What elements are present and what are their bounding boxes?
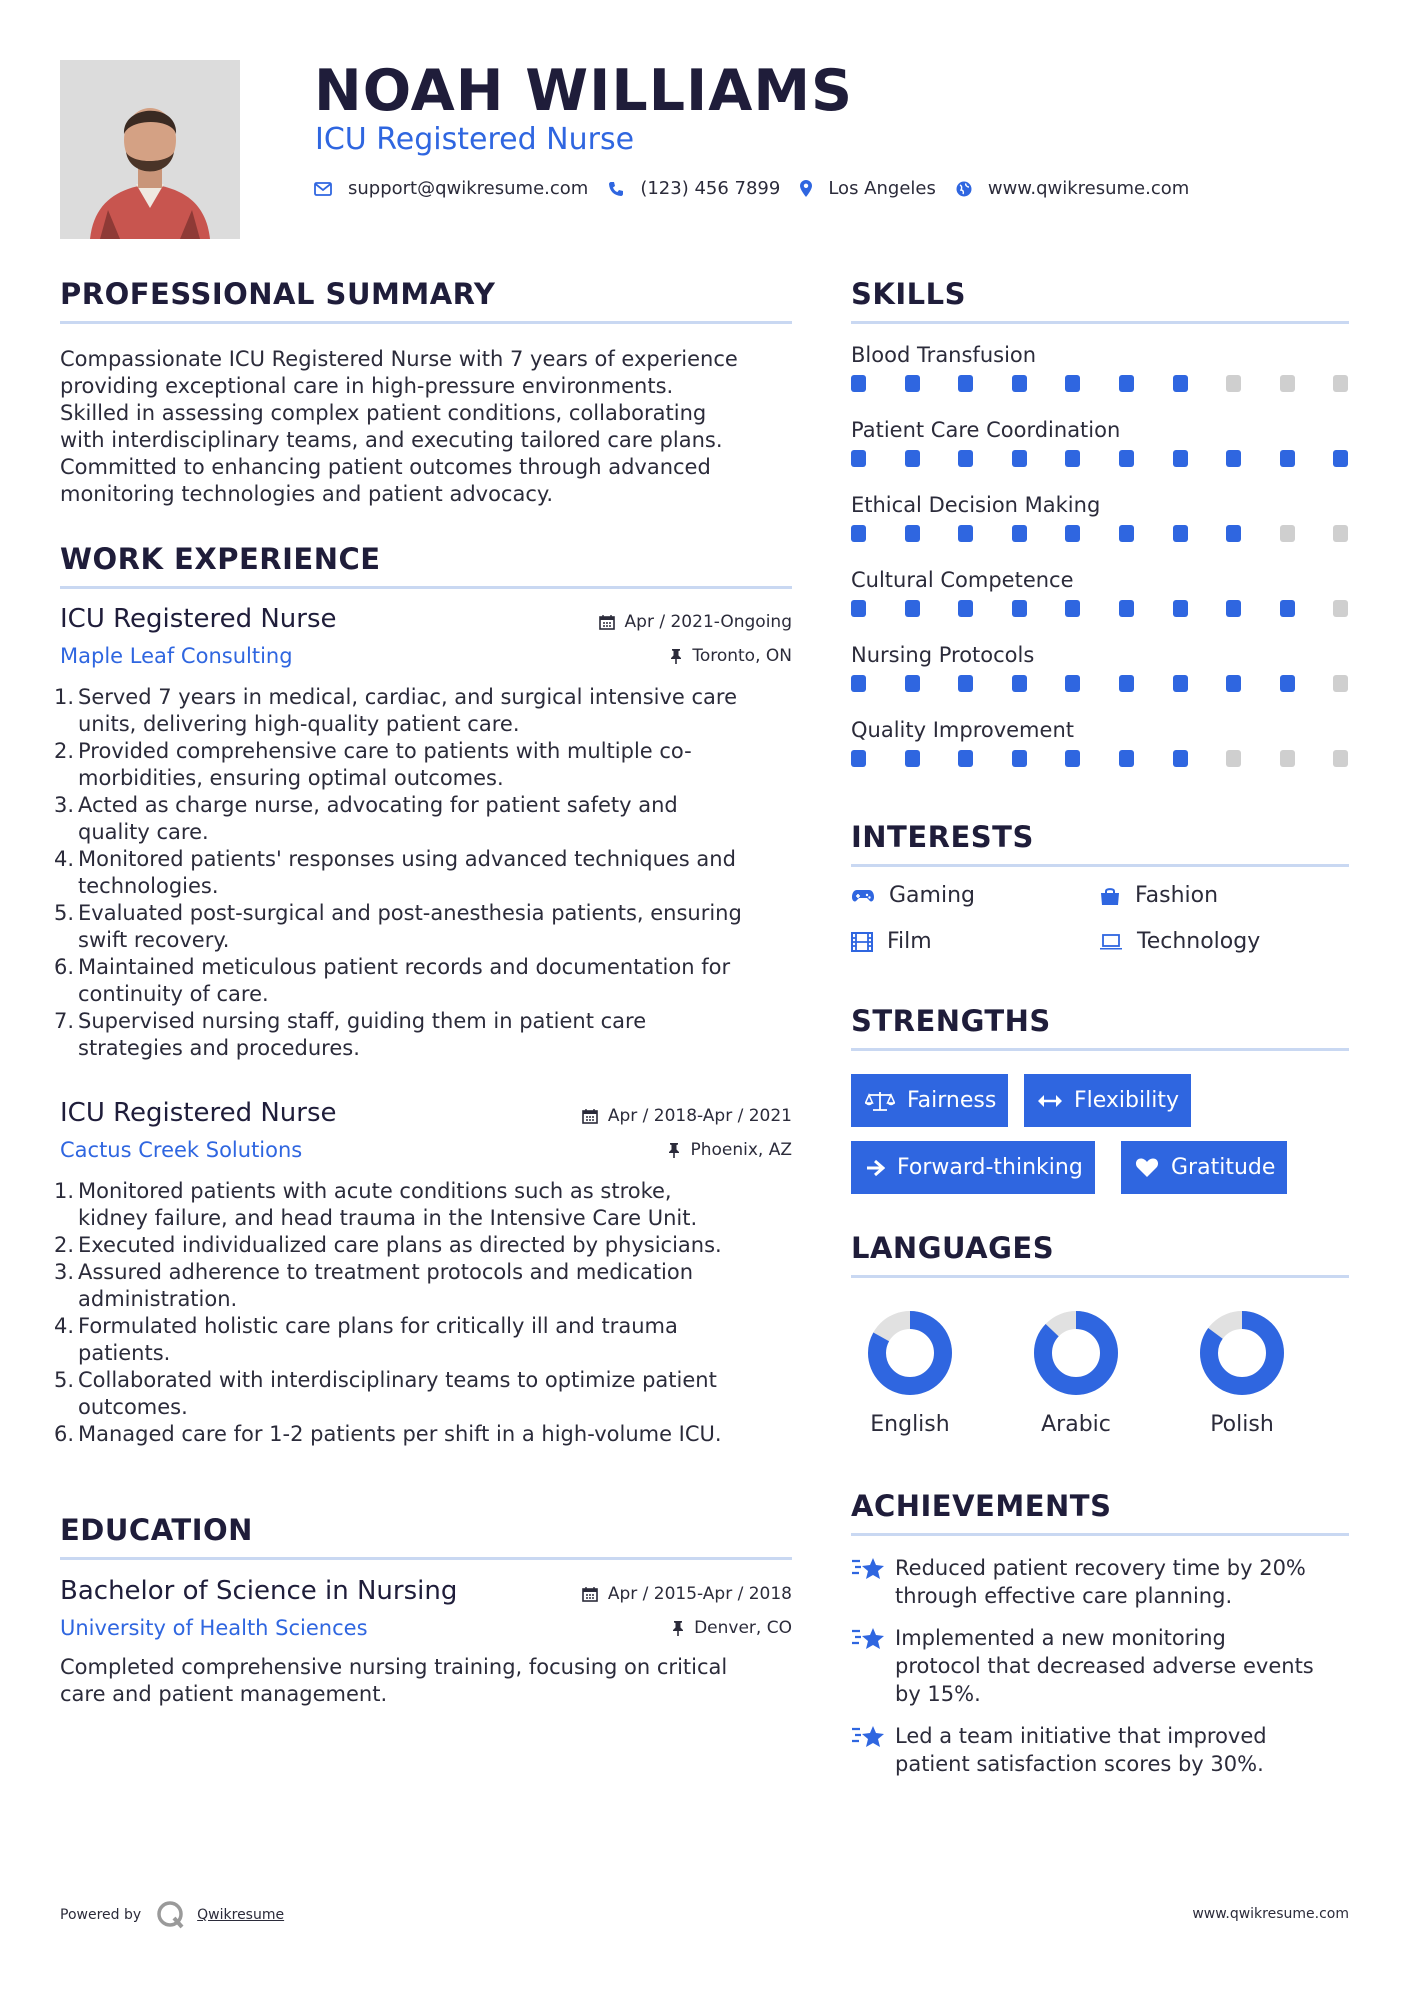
location-text: Los Angeles xyxy=(828,178,936,199)
job-date-text: Apr / 2018-Apr / 2021 xyxy=(607,1106,792,1126)
skills-heading: SKILLS xyxy=(851,277,966,311)
contact-phone[interactable] xyxy=(608,178,780,199)
rating-dot-filled xyxy=(1065,525,1080,542)
rating-dot-filled xyxy=(1280,675,1295,692)
contact-email[interactable] xyxy=(314,178,588,199)
rating-dot-filled xyxy=(1012,675,1027,692)
contact-location xyxy=(800,178,936,199)
phone-text: (123) 456 7899 xyxy=(640,178,781,199)
job-location-text: Phoenix, AZ xyxy=(690,1140,792,1160)
summary-section xyxy=(60,277,792,508)
education-date xyxy=(582,1584,792,1604)
language-label: English xyxy=(870,1412,950,1437)
interests-heading: INTERESTS xyxy=(851,820,1034,854)
job-location xyxy=(668,1140,792,1160)
education-description xyxy=(60,1654,792,1708)
achievement-item xyxy=(851,1554,1351,1610)
rating-dot-filled xyxy=(1119,675,1134,692)
rating-dot-empty xyxy=(1280,525,1295,542)
list-item: 6. Managed care for 1-2 patients per shift in a high-volume ICU. xyxy=(54,1422,722,1446)
skill-name: Nursing Protocols xyxy=(851,643,1035,667)
summary-line: with interdisciplinary teams, and executing tailored care plans. xyxy=(60,428,723,452)
list-item: 4. Monitored patients' responses using advanced techniques and technologies. xyxy=(54,847,736,898)
summary-line: providing exceptional care in high-pressure environments. xyxy=(60,374,674,398)
rating-dot-filled xyxy=(1226,450,1241,467)
strengths-section xyxy=(851,1004,1349,1051)
skill-rating xyxy=(851,450,1349,470)
list-item: 4. Formulated holistic care plans for critically ill and trauma patients. xyxy=(54,1314,678,1365)
rating-dot-filled xyxy=(1226,600,1241,617)
job-entry xyxy=(54,604,792,1062)
education-line: care and patient management. xyxy=(60,1682,388,1706)
rating-dot-empty xyxy=(1226,375,1241,392)
rating-dot-filled xyxy=(851,600,866,617)
rating-dot-filled xyxy=(1226,675,1241,692)
skill-row xyxy=(851,418,1349,470)
rating-dot-filled xyxy=(905,750,920,767)
pushpin-icon xyxy=(668,1142,680,1158)
contact-bar xyxy=(314,178,1209,199)
arrow-right-icon xyxy=(865,1159,885,1177)
school-location-text: Denver, CO xyxy=(694,1618,792,1638)
list-item: 2. Executed individualized care plans as directed by physicians. xyxy=(54,1233,722,1257)
section-divider xyxy=(60,1557,792,1560)
skill-rating xyxy=(851,675,1349,695)
strength-label: Gratitude xyxy=(1171,1155,1276,1180)
rating-dot-filled xyxy=(851,750,866,767)
education-heading: EDUCATION xyxy=(60,1513,253,1547)
proficiency-ring xyxy=(1199,1310,1285,1396)
rating-dot-filled xyxy=(1065,375,1080,392)
languages-section xyxy=(851,1231,1349,1278)
shooting-star-icon xyxy=(851,1556,885,1582)
achievement-line: by 15%. xyxy=(895,1682,981,1706)
job-duties xyxy=(54,1178,792,1448)
rating-dot-filled xyxy=(958,450,973,467)
rating-dot-filled xyxy=(958,675,973,692)
proficiency-ring xyxy=(1033,1310,1119,1396)
person-photo-icon xyxy=(60,60,240,239)
rating-dot-filled xyxy=(851,375,866,392)
achievement-line: patient satisfaction scores by 30%. xyxy=(895,1752,1264,1776)
rating-dot-filled xyxy=(905,525,920,542)
gamepad-icon xyxy=(851,888,875,904)
list-item: 6. Maintained meticulous patient records and documentation for continuity of care. xyxy=(54,955,731,1006)
school-location xyxy=(672,1618,792,1638)
rating-dot-filled xyxy=(958,375,973,392)
proficiency-ring xyxy=(867,1310,953,1396)
profile-photo xyxy=(60,60,240,239)
achievements-heading: ACHIEVEMENTS xyxy=(851,1489,1112,1523)
interest-gaming xyxy=(851,883,975,908)
list-item: 2. Provided comprehensive care to patients with multiple co- morbidities, ensuring optimal outcomes. xyxy=(54,739,692,790)
job-title: ICU Registered Nurse xyxy=(60,1098,337,1128)
interests-section xyxy=(851,820,1349,867)
pushpin-icon xyxy=(672,1620,684,1636)
skill-name: Quality Improvement xyxy=(851,718,1074,742)
rating-dot-filled xyxy=(1012,450,1027,467)
interest-technology xyxy=(1099,929,1260,954)
calendar-icon xyxy=(599,614,615,630)
job-company: Cactus Creek Solutions xyxy=(60,1138,303,1162)
rating-dot-filled xyxy=(1173,525,1188,542)
language-polish xyxy=(1182,1310,1302,1437)
rating-dot-filled xyxy=(1226,525,1241,542)
rating-dot-filled xyxy=(1119,600,1134,617)
section-divider xyxy=(851,1533,1349,1536)
rating-dot-filled xyxy=(1119,525,1134,542)
summary-text xyxy=(60,346,792,508)
rating-dot-filled xyxy=(905,375,920,392)
job-date-text: Apr / 2021-Ongoing xyxy=(624,612,792,632)
footer-url[interactable]: www.qwikresume.com xyxy=(1192,1906,1349,1922)
skill-name: Ethical Decision Making xyxy=(851,493,1101,517)
rating-dot-filled xyxy=(1173,675,1188,692)
experience-heading: WORK EXPERIENCE xyxy=(60,542,381,576)
interest-label: Fashion xyxy=(1135,883,1219,908)
rating-dot-filled xyxy=(1012,600,1027,617)
section-divider xyxy=(60,586,792,589)
degree-title: Bachelor of Science in Nursing xyxy=(60,1576,458,1606)
rating-dot-filled xyxy=(905,450,920,467)
pushpin-icon xyxy=(670,648,682,664)
summary-line: Committed to enhancing patient outcomes through advanced xyxy=(60,455,711,479)
skill-rating xyxy=(851,525,1349,545)
section-divider xyxy=(851,1275,1349,1278)
rating-dot-filled xyxy=(851,450,866,467)
rating-dot-empty xyxy=(1280,750,1295,767)
interest-fashion xyxy=(1099,883,1218,908)
contact-website[interactable] xyxy=(956,178,1189,199)
section-divider xyxy=(851,1048,1349,1051)
strength-chip xyxy=(851,1074,1008,1127)
experience-section xyxy=(60,542,792,589)
language-arabic xyxy=(1016,1310,1136,1437)
skill-row xyxy=(851,493,1349,545)
language-label: Polish xyxy=(1210,1412,1274,1437)
section-divider xyxy=(60,321,792,324)
qwikresume-logo-icon xyxy=(155,1899,187,1931)
rating-dot-filled xyxy=(1065,600,1080,617)
email-text: support@qwikresume.com xyxy=(348,178,589,199)
strength-chip xyxy=(1024,1074,1191,1127)
rating-dot-filled xyxy=(1012,525,1027,542)
rating-dot-filled xyxy=(1333,450,1348,467)
summary-line: Skilled in assessing complex patient conditions, collaborating xyxy=(60,401,707,425)
skills-section xyxy=(851,277,1349,324)
rating-dot-filled xyxy=(1065,450,1080,467)
job-title: ICU Registered Nurse xyxy=(60,604,337,634)
language-label: Arabic xyxy=(1041,1412,1111,1437)
strength-label: Forward-thinking xyxy=(897,1155,1083,1180)
footer-powered-by xyxy=(60,1899,284,1931)
balance-scale-icon xyxy=(865,1090,895,1112)
film-icon xyxy=(851,932,873,952)
job-location-text: Toronto, ON xyxy=(692,646,792,666)
summary-line: Compassionate ICU Registered Nurse with 7 years of experience xyxy=(60,347,738,371)
achievement-item xyxy=(851,1624,1351,1708)
section-divider xyxy=(851,864,1349,867)
rating-dot-empty xyxy=(1333,600,1348,617)
education-line: Completed comprehensive nursing training, focusing on critical xyxy=(60,1655,728,1679)
achievements-section xyxy=(851,1489,1349,1536)
list-item: 1. Served 7 years in medical, cardiac, and surgical intensive care units, delivering high-quality patient care. xyxy=(54,685,738,736)
strength-label: Flexibility xyxy=(1074,1088,1179,1113)
rating-dot-filled xyxy=(1119,375,1134,392)
rating-dot-empty xyxy=(1333,525,1348,542)
rating-dot-filled xyxy=(958,525,973,542)
interest-label: Technology xyxy=(1137,929,1261,954)
job-company: Maple Leaf Consulting xyxy=(60,644,293,668)
job-date xyxy=(599,612,792,632)
laptop-icon xyxy=(1099,933,1123,951)
rating-dot-empty xyxy=(1333,675,1348,692)
summary-heading: PROFESSIONAL SUMMARY xyxy=(60,277,496,311)
interest-label: Gaming xyxy=(889,883,975,908)
list-item: 3. Acted as charge nurse, advocating for patient safety and quality care. xyxy=(54,793,678,844)
list-item: 7. Supervised nursing staff, guiding them in patient care strategies and procedures. xyxy=(54,1009,647,1060)
rating-dot-filled xyxy=(1280,600,1295,617)
interest-film xyxy=(851,929,932,954)
skill-row xyxy=(851,343,1349,395)
powered-by-text: Powered by xyxy=(60,1907,142,1923)
rating-dot-filled xyxy=(1173,450,1188,467)
shopping-bag-icon xyxy=(1099,886,1121,906)
rating-dot-filled xyxy=(1173,750,1188,767)
heart-icon xyxy=(1135,1157,1159,1178)
achievement-item xyxy=(851,1722,1351,1778)
education-date-text: Apr / 2015-Apr / 2018 xyxy=(607,1584,792,1604)
list-item: 5. Collaborated with interdisciplinary teams to optimize patient outcomes. xyxy=(54,1368,717,1419)
rating-dot-filled xyxy=(1280,450,1295,467)
skill-name: Cultural Competence xyxy=(851,568,1074,592)
school-name: University of Health Sciences xyxy=(60,1616,368,1640)
skill-name: Blood Transfusion xyxy=(851,343,1037,367)
candidate-role: ICU Registered Nurse xyxy=(315,122,635,157)
rating-dot-filled xyxy=(851,525,866,542)
achievement-line: through effective care planning. xyxy=(895,1584,1233,1608)
globe-icon xyxy=(956,181,972,197)
rating-dot-empty xyxy=(1333,375,1348,392)
strength-chip xyxy=(851,1141,1095,1194)
job-date xyxy=(582,1106,792,1126)
rating-dot-filled xyxy=(958,600,973,617)
website-text: www.qwikresume.com xyxy=(987,178,1190,199)
list-item: 1. Monitored patients with acute conditions such as stroke, kidney failure, and head trauma in the Intensive Care Unit. xyxy=(54,1179,698,1230)
languages-heading: LANGUAGES xyxy=(851,1231,1055,1265)
calendar-icon xyxy=(582,1108,598,1124)
phone-icon xyxy=(608,181,624,197)
job-duties xyxy=(54,684,792,1062)
rating-dot-filled xyxy=(1173,375,1188,392)
skill-rating xyxy=(851,750,1349,770)
language-english xyxy=(850,1310,970,1437)
education-entry xyxy=(60,1576,792,1708)
summary-line: monitoring technologies and patient advocacy. xyxy=(60,482,553,506)
job-entry xyxy=(54,1098,792,1448)
rating-dot-filled xyxy=(1012,375,1027,392)
arrows-horizontal-icon xyxy=(1038,1094,1062,1108)
shooting-star-icon xyxy=(851,1724,885,1750)
rating-dot-empty xyxy=(1333,750,1348,767)
section-divider xyxy=(851,321,1349,324)
achievement-line: Reduced patient recovery time by 20% xyxy=(895,1556,1306,1580)
achievement-line: Led a team initiative that improved xyxy=(895,1724,1267,1748)
strengths-heading: STRENGTHS xyxy=(851,1004,1051,1038)
skill-row xyxy=(851,718,1349,770)
skill-row xyxy=(851,643,1349,695)
candidate-name: NOAH WILLIAMS xyxy=(314,58,854,124)
achievement-line: protocol that decreased adverse events xyxy=(895,1654,1314,1678)
education-section xyxy=(60,1513,792,1560)
rating-dot-filled xyxy=(1119,750,1134,767)
rating-dot-filled xyxy=(905,600,920,617)
list-item: 3. Assured adherence to treatment protocols and medication administration. xyxy=(54,1260,694,1311)
job-location xyxy=(670,646,792,666)
list-item: 5. Evaluated post-surgical and post-anesthesia patients, ensuring swift recovery. xyxy=(54,901,742,952)
strength-chip xyxy=(1121,1141,1287,1194)
brand-link[interactable]: Qwikresume xyxy=(197,1907,285,1923)
shooting-star-icon xyxy=(851,1626,885,1652)
rating-dot-filled xyxy=(1173,600,1188,617)
envelope-icon xyxy=(314,182,332,196)
rating-dot-filled xyxy=(1065,675,1080,692)
rating-dot-filled xyxy=(905,675,920,692)
rating-dot-empty xyxy=(1226,750,1241,767)
rating-dot-filled xyxy=(1119,450,1134,467)
rating-dot-filled xyxy=(1012,750,1027,767)
achievement-line: Implemented a new monitoring xyxy=(895,1626,1226,1650)
rating-dot-filled xyxy=(958,750,973,767)
strength-label: Fairness xyxy=(907,1088,997,1113)
rating-dot-empty xyxy=(1280,375,1295,392)
rating-dot-filled xyxy=(1065,750,1080,767)
calendar-icon xyxy=(582,1586,598,1602)
skill-name: Patient Care Coordination xyxy=(851,418,1121,442)
interest-label: Film xyxy=(887,929,932,954)
skill-rating xyxy=(851,600,1349,620)
skill-row xyxy=(851,568,1349,620)
map-pin-icon xyxy=(800,180,812,197)
rating-dot-filled xyxy=(851,675,866,692)
skill-rating xyxy=(851,375,1349,395)
